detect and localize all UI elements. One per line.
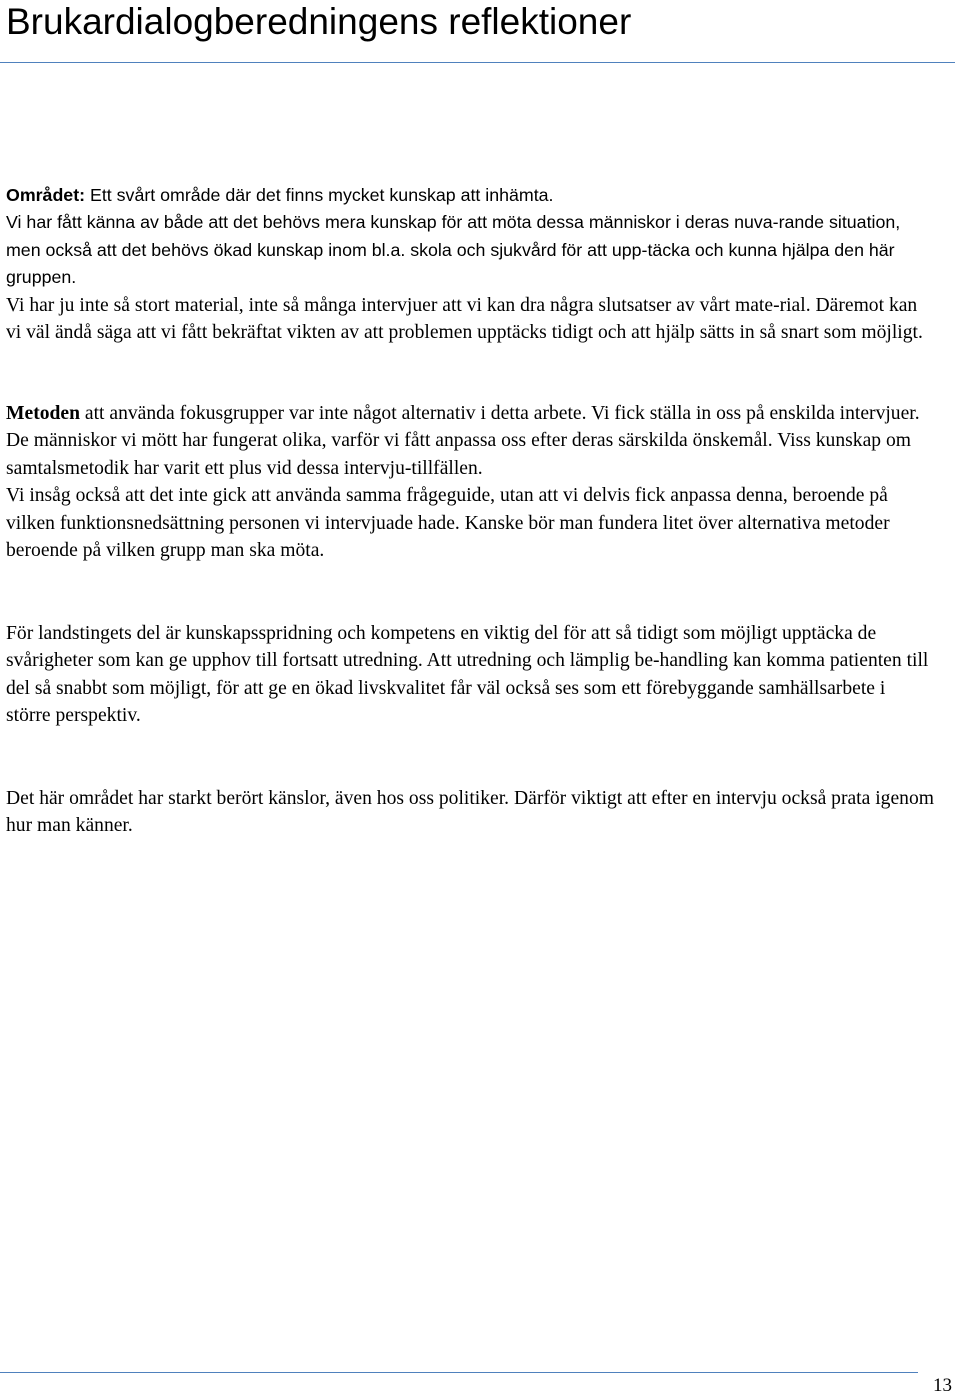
area-intro-paragraph [6, 182, 934, 209]
title-divider [0, 62, 955, 63]
footer-divider [0, 1372, 918, 1373]
method-paragraph-2: Vi insåg också att det inte gick att använda samma frågeguide, utan att vi delvis fick anpassa denna, beroende på vilken funktionsnedsättning personen vi intervjuade hade. Kanske bör man fundera litet över alternativa metoder beroende på vilken grupp man ska möta. [6, 485, 890, 562]
area-label: Området: [6, 185, 86, 205]
page-number: 13 [933, 1375, 952, 1396]
area-serif-paragraph: Vi har ju inte så stort material, inte så många intervjuer att vi kan dra några slutsatser av vårt mate-rial. Däremot kan vi väl ändå säga att vi fått bekräftat vikten av att problemen upptäcks tidigt och att hjälp sätts in så snart som möjligt. [6, 294, 923, 344]
county-paragraph: För landstingets del är kunskapsspridning och kompetens en viktig del för att så tidigt som möjligt upptäcka de svårigheter som kan ge upphov till fortsatt utredning. Att utredning och lämplig be-handling kan komma patienten till del så snabbt som möjligt, för att ge en ökad livskvalitet får väl också ses som ett förebyggande samhällsarbete i större perspektiv. [6, 623, 929, 727]
feelings-paragraph: Det här området har starkt berört känslor, även hos oss politiker. Därför viktigt att efter en intervju också prata igenom hur man känner. [6, 788, 934, 837]
feelings-section [6, 785, 934, 840]
method-label: Metoden [6, 403, 81, 424]
page-title: Brukardialogberedningens reflektioner [6, 1, 632, 42]
method-text-1: att använda fokusgrupper var inte något alternativ i detta arbete. Vi fick ställa in oss på enskilda intervjuer. De människor vi mött har fungerat olika, varför vi fått anpassa oss efter deras särskilda önskemål. Viss kunskap om samtalsmetodik har varit ett plus vid dessa intervju-tillfällen. [6, 403, 920, 479]
section-method [6, 400, 934, 564]
method-paragraph-1 [6, 400, 934, 482]
section-area [6, 182, 934, 346]
county-section [6, 620, 934, 730]
area-intro-text: Ett svårt område där det finns mycket kunskap att inhämta. [85, 185, 554, 205]
area-sans-paragraph: Vi har fått känna av både att det behövs mera kunskap för att möta dessa människor i deras nuva-rande situation, men också att det behövs ökad kunskap inom bl.a. skola och sjukvård för att upp-täcka och kunna hjälpa den här gruppen. [6, 212, 901, 288]
